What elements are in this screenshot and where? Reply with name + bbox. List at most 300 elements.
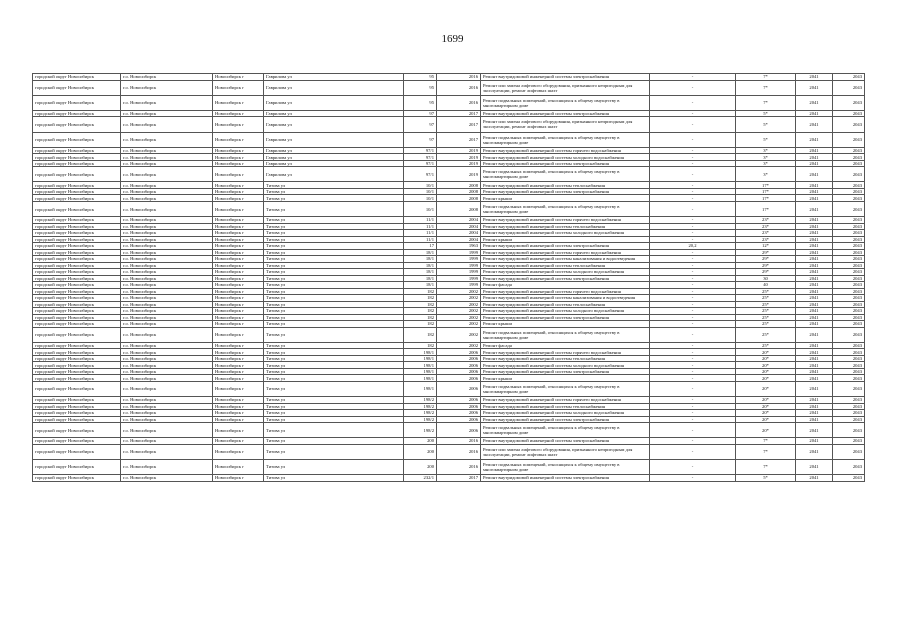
cell-district: городской округ Новосибирск — [33, 349, 121, 356]
cell-district: городской округ Новосибирск — [33, 423, 121, 438]
cell-cost: 7* — [736, 459, 796, 474]
cell-year: 2006 — [437, 397, 481, 404]
cell-house: 198/2 — [404, 397, 437, 404]
cell-year: 2006 — [437, 416, 481, 423]
cell-district: городской округ Новосибирск — [33, 154, 121, 161]
cell-start-year: 2041 — [796, 301, 833, 308]
cell-cost: 25* — [736, 321, 796, 328]
cell-cost: 25* — [736, 327, 796, 342]
cell-start-year: 2041 — [796, 182, 833, 189]
cell-end-year: 2043 — [833, 217, 865, 224]
cell-area: - — [650, 154, 736, 161]
cell-street: Титова ул — [264, 475, 404, 482]
cell-street: Гаврилова ул — [264, 154, 404, 161]
cell-year: 1999 — [437, 282, 481, 289]
cell-street: Гаврилова ул — [264, 132, 404, 147]
cell-district: городской округ Новосибирск — [33, 321, 121, 328]
cell-area: - — [650, 95, 736, 110]
cell-municipality: г.о. Новосибирск — [121, 459, 213, 474]
cell-start-year: 2041 — [796, 167, 833, 182]
cell-settlement: Новосибирск г — [213, 95, 264, 110]
cell-work-type: Ремонт фасада — [481, 282, 650, 289]
cell-start-year: 2041 — [796, 381, 833, 396]
cell-cost: 30 — [736, 275, 796, 282]
cell-year: 2002 — [437, 327, 481, 342]
cell-district: городской округ Новосибирск — [33, 117, 121, 132]
cell-start-year: 2041 — [796, 397, 833, 404]
cell-cost: 29* — [736, 249, 796, 256]
cell-year: 2004 — [437, 217, 481, 224]
cell-district: городской округ Новосибирск — [33, 308, 121, 315]
cell-municipality: г.о. Новосибирск — [121, 362, 213, 369]
cell-district: городской округ Новосибирск — [33, 381, 121, 396]
cell-street: Титова ул — [264, 249, 404, 256]
cell-year: 2006 — [437, 349, 481, 356]
cell-area: - — [650, 349, 736, 356]
cell-year: 2017 — [437, 132, 481, 147]
cell-start-year: 2041 — [796, 201, 833, 216]
cell-settlement: Новосибирск г — [213, 217, 264, 224]
cell-settlement: Новосибирск г — [213, 275, 264, 282]
cell-district: городской округ Новосибирск — [33, 262, 121, 269]
cell-area: - — [650, 223, 736, 230]
cell-municipality: г.о. Новосибирск — [121, 201, 213, 216]
cell-house: 18/1 — [404, 282, 437, 289]
cell-settlement: Новосибирск г — [213, 230, 264, 237]
cell-end-year: 2043 — [833, 355, 865, 362]
cell-cost: 25* — [736, 314, 796, 321]
cell-end-year: 2043 — [833, 282, 865, 289]
cell-municipality: г.о. Новосибирск — [121, 95, 213, 110]
cell-district: городской округ Новосибирск — [33, 110, 121, 117]
cell-settlement: Новосибирск г — [213, 375, 264, 382]
cell-area: - — [650, 282, 736, 289]
cell-cost: 5* — [736, 117, 796, 132]
cell-cost: 17* — [736, 188, 796, 195]
cell-area: - — [650, 459, 736, 474]
cell-street: Титова ул — [264, 362, 404, 369]
cell-district: городской округ Новосибирск — [33, 249, 121, 256]
table-row — [33, 475, 865, 482]
cell-area: - — [650, 327, 736, 342]
cell-cost: 3* — [736, 147, 796, 154]
cell-district: городской округ Новосибирск — [33, 403, 121, 410]
cell-street: Титова ул — [264, 403, 404, 410]
cell-district: городской округ Новосибирск — [33, 182, 121, 189]
cell-area: - — [650, 236, 736, 243]
cell-settlement: Новосибирск г — [213, 147, 264, 154]
cell-house: 18/1 — [404, 275, 437, 282]
cell-end-year: 2043 — [833, 201, 865, 216]
cell-house: 97 — [404, 117, 437, 132]
cell-area: - — [650, 269, 736, 276]
cell-year: 2019 — [437, 160, 481, 167]
cell-settlement: Новосибирск г — [213, 269, 264, 276]
cell-year: 1999 — [437, 275, 481, 282]
cell-area: - — [650, 444, 736, 459]
cell-end-year: 2043 — [833, 223, 865, 230]
cell-street: Титова ул — [264, 223, 404, 230]
cell-end-year: 2043 — [833, 132, 865, 147]
cell-work-type: Ремонт подвальных помещений, относящихся к общему имуществу в многоквартирном доме — [481, 381, 650, 396]
cell-settlement: Новосибирск г — [213, 410, 264, 417]
cell-house: 11/1 — [404, 236, 437, 243]
cell-work-type: Ремонт крыши — [481, 375, 650, 382]
cell-year: 2002 — [437, 342, 481, 349]
cell-district: городской округ Новосибирск — [33, 167, 121, 182]
cell-house: 198/2 — [404, 410, 437, 417]
cell-area: - — [650, 368, 736, 375]
cell-street: Титова ул — [264, 397, 404, 404]
cell-end-year: 2043 — [833, 410, 865, 417]
cell-settlement: Новосибирск г — [213, 201, 264, 216]
cell-start-year: 2041 — [796, 438, 833, 445]
cell-year: 1999 — [437, 269, 481, 276]
cell-house: 198/1 — [404, 349, 437, 356]
cell-house: 198/1 — [404, 355, 437, 362]
cell-district: городской округ Новосибирск — [33, 74, 121, 81]
cell-area: - — [650, 110, 736, 117]
cell-work-type: Ремонт внутридомовой инженерной системы теплоснабжения — [481, 182, 650, 189]
cell-cost: 7* — [736, 95, 796, 110]
cell-area: - — [650, 132, 736, 147]
cell-district: городской округ Новосибирск — [33, 275, 121, 282]
cell-house: 182 — [404, 321, 437, 328]
cell-year: 2017 — [437, 117, 481, 132]
cell-end-year: 2043 — [833, 182, 865, 189]
cell-house: 95 — [404, 95, 437, 110]
cell-street: Титова ул — [264, 438, 404, 445]
cell-house: 198/2 — [404, 403, 437, 410]
cell-area: - — [650, 381, 736, 396]
cell-end-year: 2043 — [833, 230, 865, 237]
cell-year: 2019 — [437, 167, 481, 182]
cell-house: 198/2 — [404, 416, 437, 423]
cell-municipality: г.о. Новосибирск — [121, 117, 213, 132]
cell-municipality: г.о. Новосибирск — [121, 349, 213, 356]
cell-settlement: Новосибирск г — [213, 444, 264, 459]
cell-work-type: Ремонт внутридомовой инженерной системы электроснабжения — [481, 475, 650, 482]
cell-start-year: 2041 — [796, 154, 833, 161]
cell-street: Титова ул — [264, 423, 404, 438]
cell-end-year: 2043 — [833, 342, 865, 349]
cell-street: Титова ул — [264, 349, 404, 356]
cell-street: Титова ул — [264, 381, 404, 396]
cell-street: Гаврилова ул — [264, 110, 404, 117]
cell-house: 182 — [404, 295, 437, 302]
cell-district: городской округ Новосибирск — [33, 375, 121, 382]
cell-district: городской округ Новосибирск — [33, 95, 121, 110]
cell-area: - — [650, 256, 736, 263]
cell-street: Титова ул — [264, 355, 404, 362]
cell-start-year: 2041 — [796, 403, 833, 410]
cell-municipality: г.о. Новосибирск — [121, 74, 213, 81]
table-row — [33, 381, 865, 396]
cell-area: - — [650, 117, 736, 132]
cell-street: Гаврилова ул — [264, 167, 404, 182]
cell-year: 2016 — [437, 438, 481, 445]
cell-district: городской округ Новосибирск — [33, 217, 121, 224]
cell-work-type: Ремонт внутридомовой инженерной системы горячего водоснабжения — [481, 349, 650, 356]
cell-cost: 7* — [736, 438, 796, 445]
cell-end-year: 2043 — [833, 438, 865, 445]
cell-area: - — [650, 201, 736, 216]
cell-house: 198/1 — [404, 375, 437, 382]
cell-work-type: Ремонт внутридомовой инженерной системы электроснабжения — [481, 314, 650, 321]
cell-year: 2006 — [437, 368, 481, 375]
cell-district: городской округ Новосибирск — [33, 438, 121, 445]
cell-street: Титова ул — [264, 201, 404, 216]
cell-municipality: г.о. Новосибирск — [121, 249, 213, 256]
cell-house: 11/1 — [404, 223, 437, 230]
cell-street: Гаврилова ул — [264, 147, 404, 154]
cell-street: Гаврилова ул — [264, 80, 404, 95]
cell-cost: 7* — [736, 444, 796, 459]
cell-cost: 20* — [736, 423, 796, 438]
cell-cost: 40 — [736, 282, 796, 289]
cell-street: Гаврилова ул — [264, 95, 404, 110]
cell-year: 2019 — [437, 154, 481, 161]
cell-municipality: г.о. Новосибирск — [121, 288, 213, 295]
cell-municipality: г.о. Новосибирск — [121, 110, 213, 117]
cell-street: Титова ул — [264, 236, 404, 243]
cell-cost: 20* — [736, 362, 796, 369]
cell-end-year: 2043 — [833, 314, 865, 321]
cell-district: городской округ Новосибирск — [33, 355, 121, 362]
cell-house: 232/1 — [404, 475, 437, 482]
cell-start-year: 2041 — [796, 80, 833, 95]
cell-district: городской округ Новосибирск — [33, 314, 121, 321]
cell-district: городской округ Новосибирск — [33, 160, 121, 167]
cell-end-year: 2043 — [833, 80, 865, 95]
cell-settlement: Новосибирск г — [213, 342, 264, 349]
cell-cost: 25* — [736, 295, 796, 302]
cell-district: городской округ Новосибирск — [33, 201, 121, 216]
cell-year: 1999 — [437, 256, 481, 263]
cell-end-year: 2043 — [833, 288, 865, 295]
cell-start-year: 2041 — [796, 327, 833, 342]
cell-street: Гаврилова ул — [264, 160, 404, 167]
cell-street: Гаврилова ул — [264, 74, 404, 81]
cell-area: - — [650, 182, 736, 189]
cell-work-type: Ремонт внутридомовой инженерной системы электроснабжения — [481, 416, 650, 423]
cell-street: Титова ул — [264, 217, 404, 224]
cell-area: - — [650, 355, 736, 362]
cell-year: 2006 — [437, 403, 481, 410]
cell-settlement: Новосибирск г — [213, 416, 264, 423]
cell-area: - — [650, 249, 736, 256]
cell-year: 2017 — [437, 110, 481, 117]
cell-start-year: 2041 — [796, 416, 833, 423]
cell-end-year: 2043 — [833, 327, 865, 342]
cell-cost: 29* — [736, 262, 796, 269]
cell-settlement: Новосибирск г — [213, 188, 264, 195]
cell-settlement: Новосибирск г — [213, 249, 264, 256]
cell-district: городской округ Новосибирск — [33, 256, 121, 263]
cell-street: Титова ул — [264, 282, 404, 289]
cell-cost: 20* — [736, 403, 796, 410]
cell-settlement: Новосибирск г — [213, 423, 264, 438]
cell-area: - — [650, 188, 736, 195]
cell-year: 2016 — [437, 444, 481, 459]
cell-settlement: Новосибирск г — [213, 256, 264, 263]
cell-municipality: г.о. Новосибирск — [121, 80, 213, 95]
cell-work-type: Ремонт внутридомовой инженерной системы горячего водоснабжения — [481, 249, 650, 256]
cell-work-type: Ремонт внутридомовой инженерной системы холодного водоснабжения — [481, 410, 650, 417]
cell-area: - — [650, 301, 736, 308]
cell-year: 2006 — [437, 410, 481, 417]
cell-cost: 3* — [736, 154, 796, 161]
cell-start-year: 2041 — [796, 110, 833, 117]
cell-street: Титова ул — [264, 342, 404, 349]
cell-municipality: г.о. Новосибирск — [121, 132, 213, 147]
cell-cost: 20* — [736, 381, 796, 396]
cell-area: - — [650, 403, 736, 410]
cell-cost: 17* — [736, 201, 796, 216]
cell-street: Титова ул — [264, 295, 404, 302]
cell-settlement: Новосибирск г — [213, 167, 264, 182]
cell-work-type: Ремонт внутридомовой инженерной системы теплоснабжения — [481, 262, 650, 269]
cell-district: городской округ Новосибирск — [33, 444, 121, 459]
cell-cost: 25* — [736, 288, 796, 295]
cell-year: 2002 — [437, 288, 481, 295]
cell-house: 10/1 — [404, 182, 437, 189]
cell-settlement: Новосибирск г — [213, 295, 264, 302]
cell-year: 2008 — [437, 188, 481, 195]
cell-district: городской округ Новосибирск — [33, 475, 121, 482]
cell-end-year: 2043 — [833, 249, 865, 256]
cell-work-type: Ремонт внутридомовой инженерной системы холодного водоснабжения — [481, 308, 650, 315]
cell-cost: 5* — [736, 110, 796, 117]
cell-street: Титова ул — [264, 230, 404, 237]
cell-cost: 5* — [736, 132, 796, 147]
cell-start-year: 2041 — [796, 269, 833, 276]
cell-start-year: 2041 — [796, 295, 833, 302]
cell-end-year: 2043 — [833, 74, 865, 81]
cell-cost: 23* — [736, 217, 796, 224]
cell-municipality: г.о. Новосибирск — [121, 223, 213, 230]
cell-area: - — [650, 275, 736, 282]
cell-street: Титова ул — [264, 188, 404, 195]
cell-area: - — [650, 308, 736, 315]
cell-district: городской округ Новосибирск — [33, 288, 121, 295]
cell-municipality: г.о. Новосибирск — [121, 236, 213, 243]
cell-work-type: Ремонт внутридомовой инженерной системы электроснабжения — [481, 188, 650, 195]
cell-work-type: Ремонт внутридомовой инженерной системы электроснабжения — [481, 243, 650, 250]
cell-house: 10/1 — [404, 201, 437, 216]
table-row — [33, 80, 865, 95]
cell-house: 182 — [404, 288, 437, 295]
cell-house: 11/1 — [404, 230, 437, 237]
cell-district: городской округ Новосибирск — [33, 327, 121, 342]
cell-house: 198/1 — [404, 381, 437, 396]
cell-house: 198/2 — [404, 423, 437, 438]
cell-start-year: 2041 — [796, 262, 833, 269]
cell-cost: 5* — [736, 475, 796, 482]
cell-start-year: 2041 — [796, 375, 833, 382]
cell-end-year: 2043 — [833, 195, 865, 202]
cell-year: 2006 — [437, 381, 481, 396]
cell-municipality: г.о. Новосибирск — [121, 368, 213, 375]
cell-start-year: 2041 — [796, 188, 833, 195]
cell-municipality: г.о. Новосибирск — [121, 230, 213, 237]
cell-municipality: г.о. Новосибирск — [121, 301, 213, 308]
cell-street: Титова ул — [264, 375, 404, 382]
cell-area: - — [650, 167, 736, 182]
cell-end-year: 2043 — [833, 368, 865, 375]
cell-end-year: 2043 — [833, 243, 865, 250]
cell-house: 97/1 — [404, 160, 437, 167]
cell-municipality: г.о. Новосибирск — [121, 217, 213, 224]
cell-year: 2017 — [437, 475, 481, 482]
cell-municipality: г.о. Новосибирск — [121, 375, 213, 382]
cell-house: 97/1 — [404, 154, 437, 161]
cell-work-type: Ремонт подвальных помещений, относящихся к общему имуществу в многоквартирном доме — [481, 327, 650, 342]
cell-year: 2008 — [437, 182, 481, 189]
cell-district: городской округ Новосибирск — [33, 342, 121, 349]
cell-settlement: Новосибирск г — [213, 223, 264, 230]
cell-settlement: Новосибирск г — [213, 110, 264, 117]
cell-street: Титова ул — [264, 308, 404, 315]
cell-settlement: Новосибирск г — [213, 74, 264, 81]
cell-area: - — [650, 362, 736, 369]
cell-area: - — [650, 295, 736, 302]
cell-district: городской округ Новосибирск — [33, 223, 121, 230]
cell-year: 2004 — [437, 230, 481, 237]
cell-cost: 20* — [736, 410, 796, 417]
cell-end-year: 2043 — [833, 403, 865, 410]
cell-district: городской округ Новосибирск — [33, 243, 121, 250]
cell-cost: 20* — [736, 416, 796, 423]
cell-work-type: Ремонт или замена лифтового оборудования, признанного непригодным для эксплуатации, ремонт лифтовых шахт — [481, 117, 650, 132]
cell-settlement: Новосибирск г — [213, 438, 264, 445]
cell-start-year: 2041 — [796, 243, 833, 250]
cell-house: 182 — [404, 342, 437, 349]
cell-settlement: Новосибирск г — [213, 475, 264, 482]
cell-house: 18/1 — [404, 262, 437, 269]
cell-street: Титова ул — [264, 288, 404, 295]
cell-municipality: г.о. Новосибирск — [121, 262, 213, 269]
cell-settlement: Новосибирск г — [213, 132, 264, 147]
cell-area: - — [650, 288, 736, 295]
cell-start-year: 2041 — [796, 342, 833, 349]
cell-end-year: 2043 — [833, 117, 865, 132]
cell-work-type: Ремонт фасада — [481, 342, 650, 349]
cell-area: - — [650, 423, 736, 438]
cell-start-year: 2041 — [796, 74, 833, 81]
cell-street: Титова ул — [264, 262, 404, 269]
cell-year: 1999 — [437, 262, 481, 269]
cell-year: 2008 — [437, 201, 481, 216]
cell-start-year: 2041 — [796, 217, 833, 224]
cell-district: городской округ Новосибирск — [33, 230, 121, 237]
cell-settlement: Новосибирск г — [213, 236, 264, 243]
cell-work-type: Ремонт внутридомовой инженерной системы электроснабжения — [481, 438, 650, 445]
cell-settlement: Новосибирск г — [213, 368, 264, 375]
cell-start-year: 2041 — [796, 349, 833, 356]
cell-cost: 7* — [736, 74, 796, 81]
cell-settlement: Новосибирск г — [213, 321, 264, 328]
cell-area: - — [650, 410, 736, 417]
cell-work-type: Ремонт внутридомовой инженерной системы электроснабжения — [481, 160, 650, 167]
cell-house: 11/1 — [404, 217, 437, 224]
cell-municipality: г.о. Новосибирск — [121, 188, 213, 195]
cell-start-year: 2041 — [796, 256, 833, 263]
cell-settlement: Новосибирск г — [213, 314, 264, 321]
cell-work-type: Ремонт подвальных помещений, относящихся к общему имуществу в многоквартирном доме — [481, 201, 650, 216]
cell-street: Титова ул — [264, 459, 404, 474]
cell-cost: 20* — [736, 397, 796, 404]
